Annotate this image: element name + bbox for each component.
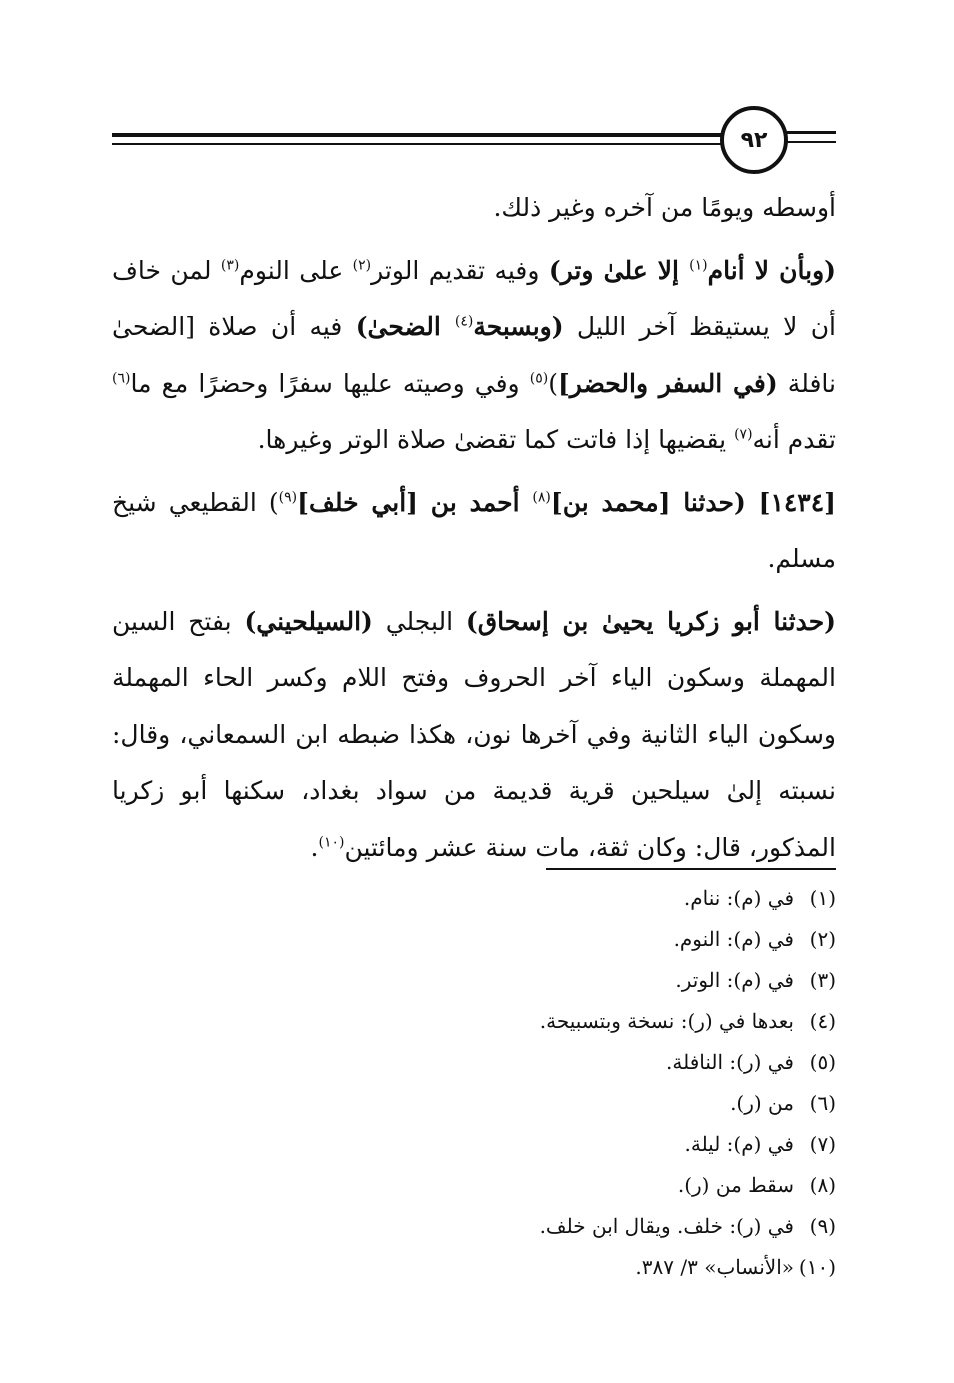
footnote-item [300, 1083, 836, 1124]
text-run: فيه أن صلاة [الضحىٰ نافلة [112, 312, 836, 398]
footnote-ref: (٢) [352, 257, 372, 274]
footnote-ref: (٦) [112, 370, 131, 387]
footnote-ref: (٤) [454, 313, 474, 330]
footnote-text: في (م): ليلة. [684, 1132, 794, 1156]
text-run: على النوم [239, 255, 353, 285]
bold-text: [١٤٣٤] (حدثنا [محمد بن] [550, 487, 837, 517]
main-text [112, 180, 836, 876]
footnote-text: من (ر). [730, 1091, 794, 1115]
footnote-item [300, 1124, 836, 1165]
footnote-number: (٢) [809, 927, 836, 951]
footnote-item [300, 919, 836, 960]
footnote-text: بعدها في (ر): نسخة وبتسبيحة. [539, 1009, 794, 1033]
footnote-number: (٣) [809, 968, 836, 992]
bold-text: (في السفر والحضر] [557, 368, 778, 398]
bold-text: الضحىٰ) [355, 312, 455, 341]
bold-text: (السيلحيني) [244, 606, 373, 636]
page-number: ٩٢ [720, 106, 788, 174]
header-rule-right-lower [786, 141, 836, 143]
text-run: . [310, 832, 319, 862]
footnote-item [300, 1042, 836, 1083]
footnote-number: (١٠) [798, 1255, 836, 1279]
text-run: وفي وصيته عليها سفرًا وحضرًا مع ما [130, 368, 530, 398]
paragraph [112, 180, 836, 237]
footnote-text: في (ر): خلف. ويقال ابن خلف. [539, 1214, 794, 1238]
footnote-number: (٨) [809, 1173, 836, 1197]
footnote-ref: (٨) [532, 489, 551, 506]
footnote-number: (٧) [809, 1132, 836, 1156]
text-run: تقدم أنه [752, 425, 836, 454]
footnote-text: سقط من (ر). [677, 1173, 794, 1197]
footnotes-list [300, 878, 836, 1288]
text-run: بفتح السين المهملة وسكون الياء آخر الحروف وفتح اللام وكسر الحاء المهملة وسكون الياء الثانية وفي آخرها نون، هكذا ضبطه ابن السمعاني، وقال: نسبته إلىٰ سيلحين قرية قديمة من سواد بغداد، سكنها أبو زكريا المذكور، قال: وكان ثقة، مات سنة عشر ومائتين [112, 606, 836, 862]
header-rule-right-upper [786, 131, 836, 134]
bold-text: (وبأن لا أنام [707, 255, 836, 285]
footnote-item [300, 1247, 836, 1288]
footnote-text: في (م): ننام. [683, 886, 794, 910]
text-run: لمن خاف أن لا يستيقظ آخر الليل [112, 255, 836, 341]
paragraph [112, 243, 836, 469]
footnote-text: في (م): الوتر. [675, 968, 794, 992]
footnote-item [300, 960, 836, 1001]
footnote-ref: (٩) [278, 489, 298, 506]
text-run: البجلي [372, 606, 466, 636]
text-run: يقضيها إذا فاتت كما تقضىٰ صلاة الوتر وغيرها. [257, 425, 735, 454]
footnote-item [300, 1206, 836, 1247]
text-run: ) [548, 368, 558, 398]
header-rule-thick [112, 133, 724, 137]
bold-text: إلا علىٰ وتر) [548, 255, 690, 285]
footnote-number: (٥) [809, 1050, 836, 1074]
footnote-number: (٩) [809, 1214, 836, 1238]
text-run: ) القطيعي شيخ مسلم. [112, 487, 836, 573]
bold-text: أحمد بن [أبي خلف] [297, 487, 533, 517]
footnote-item [300, 1165, 836, 1206]
bold-text: (وبسبحة [473, 312, 564, 341]
footnote-separator [546, 868, 836, 870]
footnote-ref: (٧) [734, 426, 753, 443]
bold-text: (حدثنا أبو زكريا يحيىٰ بن إسحاق) [465, 606, 836, 636]
footnote-ref: (١٠) [318, 834, 345, 851]
footnote-ref: (٥) [529, 370, 549, 387]
header-rule-thin [112, 143, 724, 145]
footnote-ref: (٣) [220, 257, 240, 274]
footnote-number: (٦) [809, 1091, 836, 1115]
footnote-item [300, 878, 836, 919]
text-run: وفيه تقديم الوتر [371, 255, 549, 285]
paragraph [112, 475, 836, 588]
footnote-number: (١) [809, 886, 836, 910]
footnote-item [300, 1001, 836, 1042]
footnote-number: (٤) [809, 1009, 836, 1033]
footnote-text: في (ر): النافلة. [666, 1050, 794, 1074]
footnote-ref: (١) [689, 257, 708, 274]
paragraph [112, 594, 836, 877]
footnote-text: في (م): النوم. [673, 927, 794, 951]
footnote-text: «الأنساب» ٣/ ٣٨٧. [635, 1255, 794, 1279]
text-run: أوسطه ويومًا من آخره وغير ذلك. [493, 193, 836, 222]
